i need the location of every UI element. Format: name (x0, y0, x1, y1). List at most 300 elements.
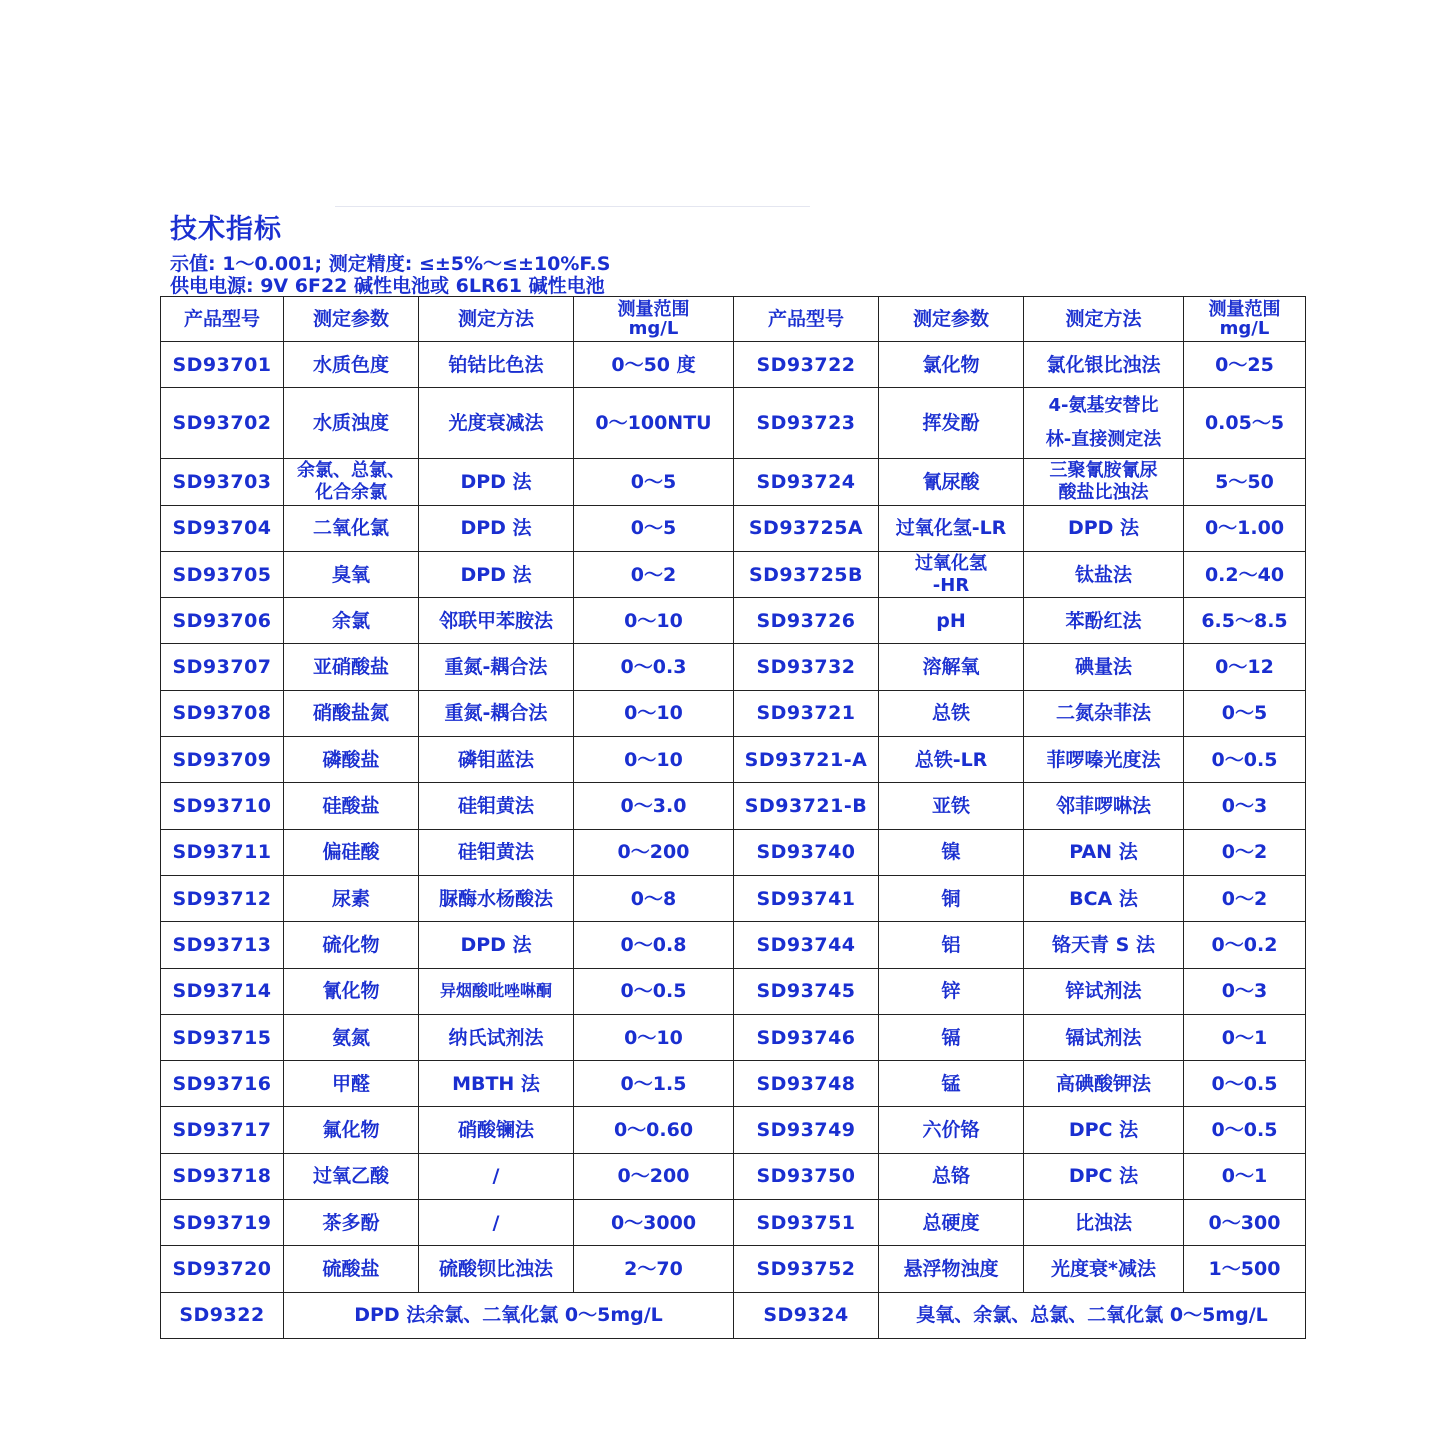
method-cell (1024, 644, 1184, 690)
range-cell-text: 0～3 (1221, 980, 1268, 1003)
model-cell-text: SD93752 (756, 1257, 856, 1280)
model-cell (161, 783, 284, 829)
range-cell (1184, 388, 1306, 459)
param-cell-text: 镍 (941, 841, 961, 864)
method-cell-text: 菲啰嗪光度法 (1046, 748, 1161, 771)
range-cell-text: 0～10 (624, 1026, 683, 1049)
header-range (1184, 297, 1306, 342)
method-cell (1024, 459, 1184, 505)
method-cell-text: 铂钴比色法 (448, 353, 544, 376)
param-cell (879, 644, 1024, 690)
method-cell (1024, 922, 1184, 968)
model-cell (734, 342, 879, 388)
method-cell-text: 异烟酸吡唑啉酮 (439, 981, 552, 1001)
param-cell (879, 968, 1024, 1014)
method-cell-text: 光度衰减法 (448, 412, 544, 435)
table-row (161, 737, 1306, 783)
model-cell-text: SD93749 (756, 1119, 856, 1142)
model-cell (161, 829, 284, 875)
method-cell (1024, 388, 1184, 459)
param-cell-text: 总铬 (931, 1165, 970, 1188)
range-cell-text: 0～0.5 (620, 980, 687, 1003)
table-row (161, 505, 1306, 551)
param-cell-text: 过氧乙酸 (312, 1165, 389, 1188)
table-row (161, 922, 1306, 968)
method-cell-text: / (492, 1211, 500, 1234)
range-cell-text: 0～3.0 (620, 795, 687, 818)
param-cell-text: 镉 (941, 1026, 961, 1049)
method-cell (419, 644, 574, 690)
model-cell (161, 342, 284, 388)
model-cell (161, 968, 284, 1014)
model-cell (161, 1107, 284, 1153)
param-cell-text: 六价铬 (922, 1119, 980, 1142)
model-cell-text: SD93703 (172, 470, 272, 493)
method-cell (419, 1153, 574, 1199)
model-cell (734, 1014, 879, 1060)
range-cell (574, 737, 734, 783)
method-cell-text: 重氮-耦合法 (444, 656, 548, 679)
table-row (161, 1061, 1306, 1107)
method-cell (419, 1014, 574, 1060)
param-cell-text: 甲醛 (331, 1072, 370, 1095)
range-cell (574, 783, 734, 829)
param-cell-text: 硫化物 (322, 933, 380, 956)
method-cell-text: 4-氨基安替比 (1048, 395, 1159, 417)
model-cell-text: SD93704 (172, 517, 272, 540)
method-cell-text: 脲酶水杨酸法 (438, 887, 553, 910)
table-row (161, 342, 1306, 388)
param-cell-text: 总铁 (931, 702, 970, 725)
range-cell (1184, 551, 1306, 597)
model-cell-text: SD93708 (172, 702, 272, 725)
table-row (161, 1014, 1306, 1060)
method-cell (419, 1200, 574, 1246)
spec-line-power: 供电电源: 9V 6F22 碱性电池或 6LR61 碱性电池 (170, 275, 605, 297)
range-cell-text: 0～12 (1215, 656, 1274, 679)
model-cell-text: SD93709 (172, 748, 272, 771)
table-row (161, 875, 1306, 921)
method-cell (1024, 1061, 1184, 1107)
range-cell-text: 5～50 (1215, 470, 1274, 493)
method-cell-text: 比浊法 (1074, 1211, 1132, 1234)
param-cell-text: 过氧化氢-LR (895, 517, 1007, 540)
model-cell-text: SD93751 (756, 1211, 856, 1234)
method-cell-text: 钛盐法 (1074, 563, 1132, 586)
model-cell-text: SD93721-A (744, 748, 868, 771)
model-cell-text: SD93723 (756, 412, 856, 435)
range-cell-text: 0～0.3 (620, 656, 687, 679)
param-cell (879, 1014, 1024, 1060)
range-cell (1184, 922, 1306, 968)
model-cell-text: SD93716 (172, 1072, 272, 1095)
method-cell-text: 纳氏试剂法 (448, 1026, 544, 1049)
model-cell (161, 1061, 284, 1107)
model-cell-text: SD93702 (172, 412, 272, 435)
method-cell (1024, 551, 1184, 597)
method-cell-text: 硅钼黄法 (457, 841, 534, 864)
range-cell (1184, 342, 1306, 388)
param-cell-text: 挥发酚 (922, 412, 980, 435)
range-cell-text: 0～25 (1215, 353, 1274, 376)
method-cell (1024, 1107, 1184, 1153)
table-row (161, 459, 1306, 505)
method-cell-text: / (492, 1165, 500, 1188)
param-cell-text: 悬浮物浊度 (903, 1257, 999, 1280)
param-cell (879, 922, 1024, 968)
method-cell-text: MBTH 法 (452, 1072, 540, 1095)
range-cell-text: 0～300 (1208, 1211, 1281, 1234)
footer-desc-left: DPD 法余氯、二氧化氯 0～5mg/L (284, 1292, 734, 1338)
method-cell-text: DPD 法 (460, 563, 532, 586)
method-cell-text: 三聚氰胺氰尿 (1049, 459, 1158, 481)
param-cell (284, 644, 419, 690)
param-cell-text: 硅酸盐 (322, 795, 380, 818)
method-cell (1024, 690, 1184, 736)
param-cell (879, 1246, 1024, 1292)
model-cell-text: SD93721-B (744, 795, 868, 818)
range-cell (574, 968, 734, 1014)
table-row (161, 690, 1306, 736)
range-cell (574, 598, 734, 644)
range-cell-text: 0.05～5 (1204, 412, 1285, 435)
param-cell (879, 598, 1024, 644)
range-cell (1184, 1246, 1306, 1292)
range-cell-text: 0.2～40 (1204, 563, 1285, 586)
method-cell (1024, 968, 1184, 1014)
method-cell (419, 1107, 574, 1153)
method-cell-text: 邻菲啰啉法 (1055, 795, 1151, 818)
method-cell (1024, 737, 1184, 783)
model-cell-text: SD93715 (172, 1026, 272, 1049)
range-cell-text: 0～5 (630, 517, 677, 540)
spec-line-accuracy: 示值: 1～0.001; 测定精度: ≤±5%～≤±10%F.S (170, 253, 611, 275)
header-method: 测定方法 (419, 297, 574, 342)
range-cell (1184, 1107, 1306, 1153)
method-cell-text: DPD 法 (460, 933, 532, 956)
method-cell (1024, 1014, 1184, 1060)
model-cell-text: SD93713 (172, 933, 272, 956)
method-cell-text: DPC 法 (1068, 1119, 1139, 1142)
header-range-line1: 测量范围 (1208, 299, 1281, 320)
range-cell (574, 829, 734, 875)
param-cell-text: 锰 (941, 1072, 961, 1095)
range-cell (574, 875, 734, 921)
param-cell-text: 溶解氧 (922, 656, 980, 679)
range-cell-text: 0～2 (630, 563, 677, 586)
range-cell-text: 0～5 (1221, 702, 1268, 725)
model-cell (734, 690, 879, 736)
method-cell-text: 碘量法 (1074, 656, 1132, 679)
param-cell-text: 氨氮 (331, 1026, 370, 1049)
range-cell-text: 0～0.5 (1211, 1072, 1278, 1095)
method-cell-text: 氯化银比浊法 (1046, 353, 1161, 376)
table-header-row (161, 297, 1306, 342)
range-cell (574, 922, 734, 968)
range-cell-text: 0～8 (630, 887, 677, 910)
method-cell-text: 磷钼蓝法 (457, 748, 534, 771)
method-cell-text: 苯酚红法 (1065, 609, 1142, 632)
param-cell (284, 459, 419, 505)
method-cell-text: DPD 法 (1067, 517, 1140, 540)
param-cell (284, 1200, 419, 1246)
model-cell (734, 1200, 879, 1246)
model-cell (161, 551, 284, 597)
method-cell-text: DPC 法 (1068, 1165, 1139, 1188)
range-cell (574, 342, 734, 388)
range-cell-text: 0～100NTU (595, 412, 712, 435)
model-cell (734, 551, 879, 597)
param-cell (284, 875, 419, 921)
model-cell-text: SD93712 (172, 887, 272, 910)
model-cell (161, 388, 284, 459)
header-param: 测定参数 (879, 297, 1024, 342)
range-cell-text: 0～0.60 (613, 1119, 694, 1142)
range-cell-text: 6.5～8.5 (1201, 609, 1288, 632)
model-cell (161, 459, 284, 505)
param-cell (284, 551, 419, 597)
method-cell-text: 硫酸钡比浊法 (438, 1257, 553, 1280)
model-cell-text: SD93722 (756, 353, 856, 376)
model-cell-text: SD93745 (756, 980, 856, 1003)
param-cell (879, 783, 1024, 829)
param-cell-text: 偏硅酸 (322, 841, 380, 864)
range-cell (1184, 644, 1306, 690)
range-cell-text: 0～200 (617, 1165, 690, 1188)
method-cell-text: 铬天青 S 法 (1052, 933, 1155, 956)
method-cell (419, 598, 574, 644)
param-cell-text: 亚硝酸盐 (312, 656, 389, 679)
model-cell-text: SD93718 (172, 1165, 272, 1188)
param-cell (879, 1061, 1024, 1107)
model-cell (161, 875, 284, 921)
model-cell-text: SD93711 (172, 841, 272, 864)
param-cell (879, 690, 1024, 736)
range-cell-text: 0～2 (1221, 887, 1268, 910)
param-cell-text: 硝酸盐氮 (312, 702, 389, 725)
model-cell (734, 968, 879, 1014)
table-row (161, 783, 1306, 829)
model-cell-text: SD93741 (756, 887, 856, 910)
range-cell (1184, 459, 1306, 505)
model-cell (734, 644, 879, 690)
method-cell-text: 硅钼黄法 (457, 795, 534, 818)
range-cell (574, 1246, 734, 1292)
param-cell-text: 二氧化氯 (312, 517, 389, 540)
range-cell-text: 0～1 (1221, 1026, 1268, 1049)
model-cell (734, 922, 879, 968)
method-cell-text: BCA 法 (1069, 887, 1138, 910)
method-cell-text: DPD 法 (460, 470, 532, 493)
model-cell-text: SD93726 (756, 609, 856, 632)
range-cell (574, 690, 734, 736)
range-cell-text: 0～0.8 (620, 933, 687, 956)
param-cell (879, 1200, 1024, 1246)
param-cell-text: 氟化物 (322, 1119, 380, 1142)
param-cell (879, 875, 1024, 921)
model-cell (734, 829, 879, 875)
model-cell-text: SD93725B (748, 563, 864, 586)
param-cell-text: 臭氧 (331, 563, 370, 586)
method-cell-text: 酸盐比浊法 (1058, 481, 1149, 503)
method-cell-text: 高碘酸钾法 (1055, 1072, 1151, 1095)
range-cell (1184, 829, 1306, 875)
range-cell-text: 0～50 度 (611, 353, 696, 376)
model-cell (734, 505, 879, 551)
param-cell (284, 968, 419, 1014)
range-cell-text: 0～0.2 (1211, 933, 1278, 956)
method-cell (419, 342, 574, 388)
param-cell-text: 水质浊度 (312, 412, 389, 435)
range-cell (574, 388, 734, 459)
range-cell (574, 551, 734, 597)
model-cell-text: SD93710 (172, 795, 272, 818)
model-cell (734, 459, 879, 505)
param-cell (879, 1107, 1024, 1153)
param-cell (284, 1246, 419, 1292)
model-cell (161, 690, 284, 736)
range-cell-text: 0～2 (1221, 841, 1268, 864)
header-model: 产品型号 (161, 297, 284, 342)
header-method: 测定方法 (1024, 297, 1184, 342)
range-cell (1184, 505, 1306, 551)
param-cell (284, 1061, 419, 1107)
param-cell (284, 388, 419, 459)
range-cell (574, 459, 734, 505)
method-cell (419, 922, 574, 968)
param-cell-text: 余氯 (331, 609, 370, 632)
param-cell (284, 598, 419, 644)
range-cell-text: 0～0.5 (1211, 748, 1278, 771)
model-cell-text: SD93748 (756, 1072, 856, 1095)
header-range-line2: mg/L (628, 318, 679, 339)
model-cell (161, 922, 284, 968)
header-range-line1: 测量范围 (617, 299, 690, 320)
spec-table (160, 296, 1306, 1339)
model-cell (734, 1107, 879, 1153)
param-cell (284, 922, 419, 968)
method-cell (1024, 1200, 1184, 1246)
method-cell-text: 林-直接测定法 (1045, 429, 1162, 451)
model-cell-text: SD93707 (172, 656, 272, 679)
param-cell (284, 1107, 419, 1153)
param-cell (879, 342, 1024, 388)
param-cell (284, 1014, 419, 1060)
param-cell-text: 氰尿酸 (922, 470, 980, 493)
table-row (161, 644, 1306, 690)
model-cell (161, 1246, 284, 1292)
header-param: 测定参数 (284, 297, 419, 342)
model-cell-text: SD93732 (756, 656, 856, 679)
range-cell-text: 0～1.5 (620, 1072, 687, 1095)
model-cell (161, 505, 284, 551)
range-cell (1184, 783, 1306, 829)
model-cell-text: SD93706 (172, 609, 272, 632)
method-cell-text: PAN 法 (1069, 841, 1138, 864)
model-cell (161, 598, 284, 644)
model-cell (734, 1246, 879, 1292)
model-cell-text: SD93721 (756, 702, 856, 725)
param-cell (284, 783, 419, 829)
range-cell-text: 2～70 (624, 1257, 683, 1280)
method-cell (419, 388, 574, 459)
range-cell (574, 1061, 734, 1107)
model-cell (161, 737, 284, 783)
model-cell-text: SD93719 (172, 1211, 272, 1234)
param-cell-text: -HR (932, 574, 970, 596)
table-row (161, 1153, 1306, 1199)
range-cell-text: 0～3000 (610, 1211, 697, 1234)
model-cell (734, 783, 879, 829)
table-row (161, 1107, 1306, 1153)
range-cell-text: 1～500 (1208, 1257, 1281, 1280)
range-cell (574, 1153, 734, 1199)
range-cell (574, 644, 734, 690)
param-cell-text: 锌 (941, 980, 961, 1003)
model-cell-text: SD93746 (756, 1026, 856, 1049)
method-cell (419, 1246, 574, 1292)
method-cell (419, 690, 574, 736)
model-cell-text: SD93740 (756, 841, 856, 864)
table-row (161, 551, 1306, 597)
method-cell (419, 459, 574, 505)
table-row (161, 829, 1306, 875)
footer-model-left: SD9322 (161, 1292, 284, 1338)
param-cell (879, 1153, 1024, 1199)
method-cell (419, 737, 574, 783)
method-cell-text: 重氮-耦合法 (444, 702, 548, 725)
param-cell-text: 硫酸盐 (322, 1257, 380, 1280)
param-cell (284, 505, 419, 551)
param-cell (284, 1153, 419, 1199)
method-cell (419, 551, 574, 597)
range-cell (1184, 690, 1306, 736)
method-cell (419, 829, 574, 875)
param-cell-text: 茶多酚 (322, 1211, 380, 1234)
model-cell-text: SD93750 (756, 1165, 856, 1188)
model-cell-text: SD93714 (172, 980, 272, 1003)
model-cell (734, 388, 879, 459)
param-cell (879, 505, 1024, 551)
range-cell-text: 0～1 (1221, 1165, 1268, 1188)
method-cell (1024, 829, 1184, 875)
range-cell-text: 0～10 (624, 702, 683, 725)
model-cell (734, 875, 879, 921)
method-cell-text: 锌试剂法 (1065, 980, 1142, 1003)
method-cell (1024, 875, 1184, 921)
range-cell (1184, 1153, 1306, 1199)
range-cell (1184, 598, 1306, 644)
range-cell (1184, 875, 1306, 921)
param-cell-text: 亚铁 (931, 795, 970, 818)
param-cell (284, 829, 419, 875)
model-cell (734, 598, 879, 644)
method-cell (1024, 342, 1184, 388)
model-cell-text: SD93717 (172, 1119, 272, 1142)
method-cell (419, 968, 574, 1014)
param-cell-text: 氯化物 (922, 353, 980, 376)
param-cell (879, 737, 1024, 783)
model-cell (734, 1061, 879, 1107)
header-model: 产品型号 (734, 297, 879, 342)
range-cell (574, 505, 734, 551)
param-cell-text: pH (936, 609, 966, 632)
header-range (574, 297, 734, 342)
method-cell (419, 783, 574, 829)
range-cell (1184, 1200, 1306, 1246)
param-cell (879, 829, 1024, 875)
param-cell-text: 磷酸盐 (322, 748, 380, 771)
